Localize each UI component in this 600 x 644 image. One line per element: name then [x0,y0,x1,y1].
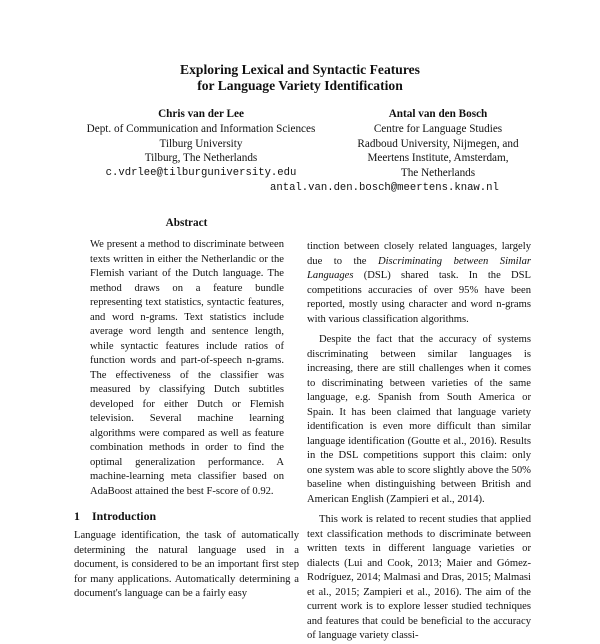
author-block-2 [322,107,554,181]
paper-title-line-2: for Language Variety Identification [197,78,403,93]
body-paragraph: Despite the fact that the accuracy of systems discriminating between similar languages is increasing, there are still challenges when it comes to discriminating between varieties of the same language, e.g. Spanish from South America or Spain. It has been claimed that language variety identification is even more difficult than similar language identification (Goutte et al., 2016). Results in the DSL competitions support this claim: only one system was able to score slightly above the 50% baseline when distinguishing between British and American English (Zampieri et al., 2014). [307,334,531,505]
author-affiliation: Meertens Institute, Amsterdam, [367,152,509,165]
author-name: Chris van der Lee [158,108,244,120]
author-name: Antal van den Bosch [388,108,488,120]
author-affiliation: Tilburg, The Netherlands [144,152,258,165]
body-text: (DSL) shared task. In the DSL competitions accuracies of over 95% have been reported, mostly using character and word n-grams with various classification algorithms. [307,270,531,325]
body-text: tinction between closely related languages, largely due to the [307,241,531,267]
emphasis-text: Discriminating between Similar Languages [307,255,531,281]
author-email: c.vdrlee@tilburguniversity.edu [105,167,297,180]
author-affiliation: Radboud University, Nijmegen, and [357,137,519,150]
section-title: Introduction [92,509,157,523]
body-paragraph: Language identification, the task of automatically determining the natural language used in a document, is considered to be an important first step for many applications. Automatically determining a document's language can be a fairly easy [74,530,299,599]
intro-text [74,529,299,602]
abstract-paragraph: We present a method to discriminate between texts written in either the Netherlandic or the Flemish variant of the Dutch language. The method draws on a feature bundle representing text statistics, syntactic features, and word n-grams. Text statistics include average word length and sentence length, while syntactic features include ratios of function words and part-of-speech n-grams. The effectiveness of the classifier was measured by classifying Dutch subtitles developed for either Dutch or Flemish television. Several machine learning algorithms were compared as well as feature combination methods in order to find the optimal generalization performance. A machine-learning meta classifier based on AdaBoost attained the best F-score of 0.92. [90,239,284,497]
right-column [307,240,531,644]
section-heading [74,509,156,524]
abstract-heading: Abstract [165,217,208,229]
author-affiliation: Tilburg University [159,137,243,150]
paper-title-line-1: Exploring Lexical and Syntactic Features [180,62,420,77]
author-block-1 [72,107,330,181]
author-affiliation: Centre for Language Studies [373,122,503,135]
body-paragraph: This work is related to recent studies that applied text classification methods to discriminate between written texts in different language varieties or dialects (Lui and Cook, 2013; Maier and Gómez-Rodríguez, 2014; Malmasi and Dras, 2015; Malmasi et al., 2015; Zampieri et al., 2016). The aim of the current work is to explore lesser studied techniques and features that could be beneficial to the accuracy of language variety classi- [307,514,531,641]
author-affiliation: Dept. of Communication and Information Sciences [86,122,316,135]
author-affiliation: The Netherlands [400,167,476,180]
body-paragraph [307,240,531,327]
author-email: antal.van.den.bosch@meertens.knaw.nl [270,182,499,194]
abstract-text [90,238,284,499]
section-number: 1 [74,509,80,523]
